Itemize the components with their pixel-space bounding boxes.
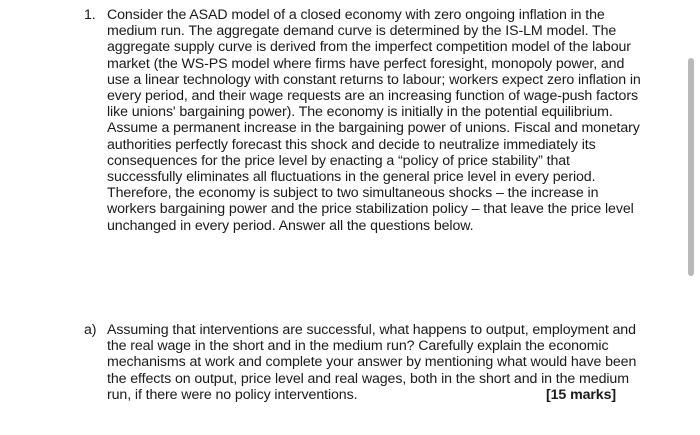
part-a-label: a) [84,322,97,338]
part-a-marks: [15 marks] [546,386,616,403]
question-text: Consider the ASAD model of a closed economy with zero ongoing inflation in the medium run. The aggregate demand curve is determined by the IS-LM model. The aggregate supply curve is derived from the imperfect competition model of the labour market (the WS-PS model where firms have perfect foresight, monopoly power, and use a linear technology with constant returns to labour; workers expect zero inflation in every period, and their wage requests are an increasing function of wage-push factors like unions' bargaining power). The economy is initially in the potential equilibrium. Assume a permanent increase in the bargaining power of unions. Fiscal and monetary authorities perfectly forecast this shock and decide to neutralize immediately its consequences for the price level by enacting a “policy of price stability” that successfully eliminates all fluctuations in the general price level in every period. Therefore, the economy is subject to two simultaneous shocks – the increase in workers bargaining power and the price stabilization policy – that leave the price level unchanged in every period. Answer all the questions below. [107,7,641,234]
vertical-scrollbar[interactable] [688,58,694,276]
question-number: 1. [84,7,96,23]
part-a-text: Assuming that interventions are successful, what happens to output, employment and the real wage in the short and in the medium run? Carefully explain the economic mechanisms at work and complete your answer by mentioning what would have been the effects on output, price level and real wages, both in the short and in the medium run, if there were no policy interventions. [107,322,637,403]
part-a-body [107,322,644,403]
question-1 [86,7,646,234]
part-a [84,322,644,403]
